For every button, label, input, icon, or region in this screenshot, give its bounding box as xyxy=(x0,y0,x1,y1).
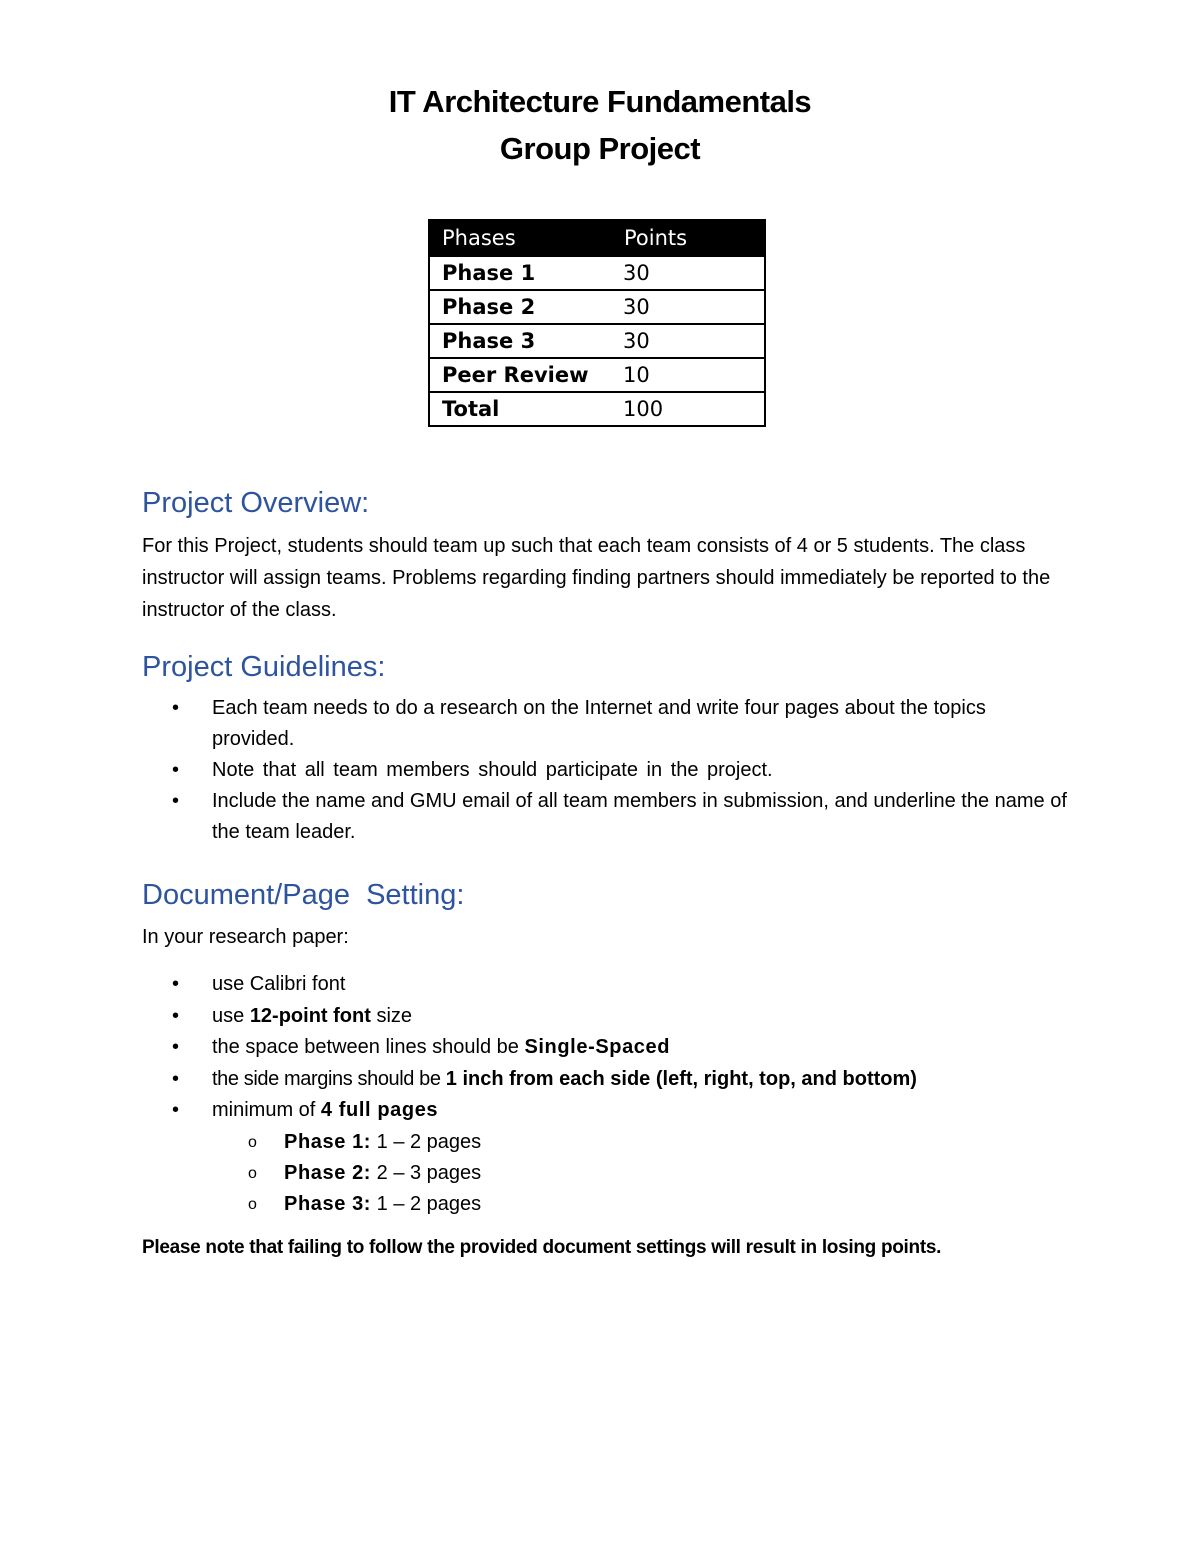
phase-label: Phase 1: xyxy=(284,1130,372,1153)
list-item: • Include the name and GMU email of all team members in submission, and underline the name of the team leader. xyxy=(142,786,1072,848)
overview-heading: Project Overview: xyxy=(142,487,370,519)
table-row-total xyxy=(429,392,765,426)
item-bold-text: 12-point font xyxy=(249,1004,371,1027)
circle-bullet-icon: o xyxy=(248,1195,257,1213)
phase-pages: 2 – 3 pages xyxy=(371,1161,482,1184)
sub-list-item xyxy=(212,1189,1072,1220)
points-cell: 30 xyxy=(611,256,765,290)
item-text: the space between lines should be xyxy=(212,1036,525,1058)
table-row xyxy=(429,290,765,324)
phase-cell: Phase 2 xyxy=(429,290,611,324)
overview-paragraph: For this Project, students should team up such that each team consists of 4 or 5 students. The class instructor will assign teams. Problems regarding finding partners should immediately be reported to the instructor of the class. xyxy=(142,535,1051,621)
points-table xyxy=(428,219,766,427)
settings-heading: Document/Page Setting: xyxy=(142,879,465,911)
phase-pages: 1 – 2 pages xyxy=(371,1130,482,1153)
item-text: minimum of xyxy=(212,1099,321,1121)
sub-list-item xyxy=(212,1158,1072,1189)
item-bold-text: 1 inch from each side (left, right, top, and bottom) xyxy=(445,1067,917,1090)
points-cell: 100 xyxy=(611,392,765,426)
settings-intro: In your research paper: xyxy=(142,926,349,948)
points-cell: 30 xyxy=(611,324,765,358)
item-text: size xyxy=(370,1004,413,1027)
page-breakdown-list xyxy=(212,1127,1072,1220)
item-bold-text: Single-Spaced xyxy=(524,1036,671,1058)
phase-pages: 1 – 2 pages xyxy=(371,1192,482,1215)
list-item xyxy=(142,1032,1072,1064)
circle-bullet-icon: o xyxy=(248,1164,257,1182)
list-item: • Each team needs to do a research on the Internet and write four pages about the topics provided. xyxy=(142,693,1072,755)
header-points: Points xyxy=(611,220,765,256)
list-item xyxy=(142,1064,1072,1096)
item-text: the side margins should be xyxy=(212,1067,446,1090)
list-item xyxy=(142,1095,1072,1220)
table-header-row xyxy=(429,220,765,256)
phase-cell: Phase 1 xyxy=(429,256,611,290)
list-item xyxy=(142,1001,1072,1033)
table-row xyxy=(429,256,765,290)
header-phases: Phases xyxy=(429,220,611,256)
points-cell: 10 xyxy=(611,358,765,392)
circle-bullet-icon: o xyxy=(248,1133,257,1151)
points-cell: 30 xyxy=(611,290,765,324)
sub-list-item xyxy=(212,1127,1072,1158)
phase-cell: Peer Review xyxy=(429,358,611,392)
settings-list xyxy=(142,969,1072,1220)
document-title: IT Architecture Fundamentals xyxy=(388,84,812,119)
phase-cell: Total xyxy=(429,392,611,426)
list-item: • Note that all team members should participate in the project. xyxy=(142,755,1072,786)
guidelines-list xyxy=(142,693,1072,848)
item-text: use xyxy=(212,1004,250,1027)
list-item xyxy=(142,969,1072,1001)
table-row xyxy=(429,358,765,392)
phase-cell: Phase 3 xyxy=(429,324,611,358)
guidelines-heading: Project Guidelines: xyxy=(142,651,386,683)
warning-note: Please note that failing to follow the provided document settings will result in losing points. xyxy=(142,1237,942,1258)
phase-label: Phase 2: xyxy=(284,1161,372,1184)
item-text: use Calibri font xyxy=(212,973,346,995)
phase-label: Phase 3: xyxy=(284,1192,372,1215)
table-row xyxy=(429,324,765,358)
item-bold-text: 4 full pages xyxy=(320,1099,439,1121)
document-subtitle: Group Project xyxy=(499,131,701,166)
